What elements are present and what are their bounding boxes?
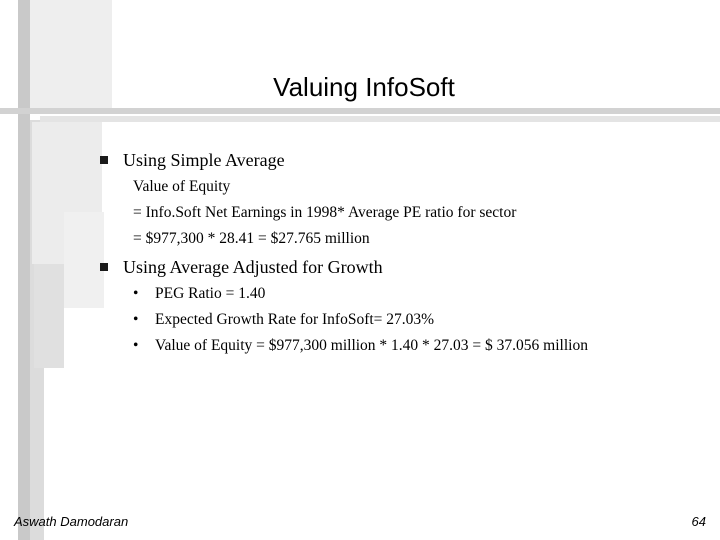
dot-bullet-icon: • (133, 285, 139, 302)
decorative-bar (34, 264, 64, 368)
list-item (133, 311, 434, 329)
square-bullet-icon (100, 263, 108, 271)
dot-bullet-icon: • (133, 311, 139, 328)
decorative-bar (64, 212, 104, 308)
section-heading: Using Simple Average (123, 150, 285, 170)
square-bullet-icon (100, 156, 108, 164)
list-item-text: Value of Equity = $977,300 million * 1.40 * 27.03 = $ 37.056 million (155, 337, 588, 354)
text-line: Value of Equity (133, 178, 231, 195)
section-heading: Using Average Adjusted for Growth (123, 257, 383, 277)
list-item-text: Expected Growth Rate for InfoSoft= 27.03% (155, 311, 435, 328)
slide-title: Valuing InfoSoft (273, 72, 455, 102)
text-line: = $977,300 * 28.41 = $27.765 million (133, 230, 370, 247)
list-item (133, 285, 265, 303)
list-item-text: PEG Ratio = 1.40 (155, 285, 266, 302)
title-divider (0, 108, 720, 114)
title-divider-shadow (40, 116, 720, 122)
dot-bullet-icon: • (133, 337, 139, 354)
page-number: 64 (691, 514, 706, 529)
list-item (133, 337, 588, 355)
footer-author: Aswath Damodaran (14, 514, 129, 529)
text-line: = Info.Soft Net Earnings in 1998* Average PE ratio for sector (133, 204, 517, 221)
